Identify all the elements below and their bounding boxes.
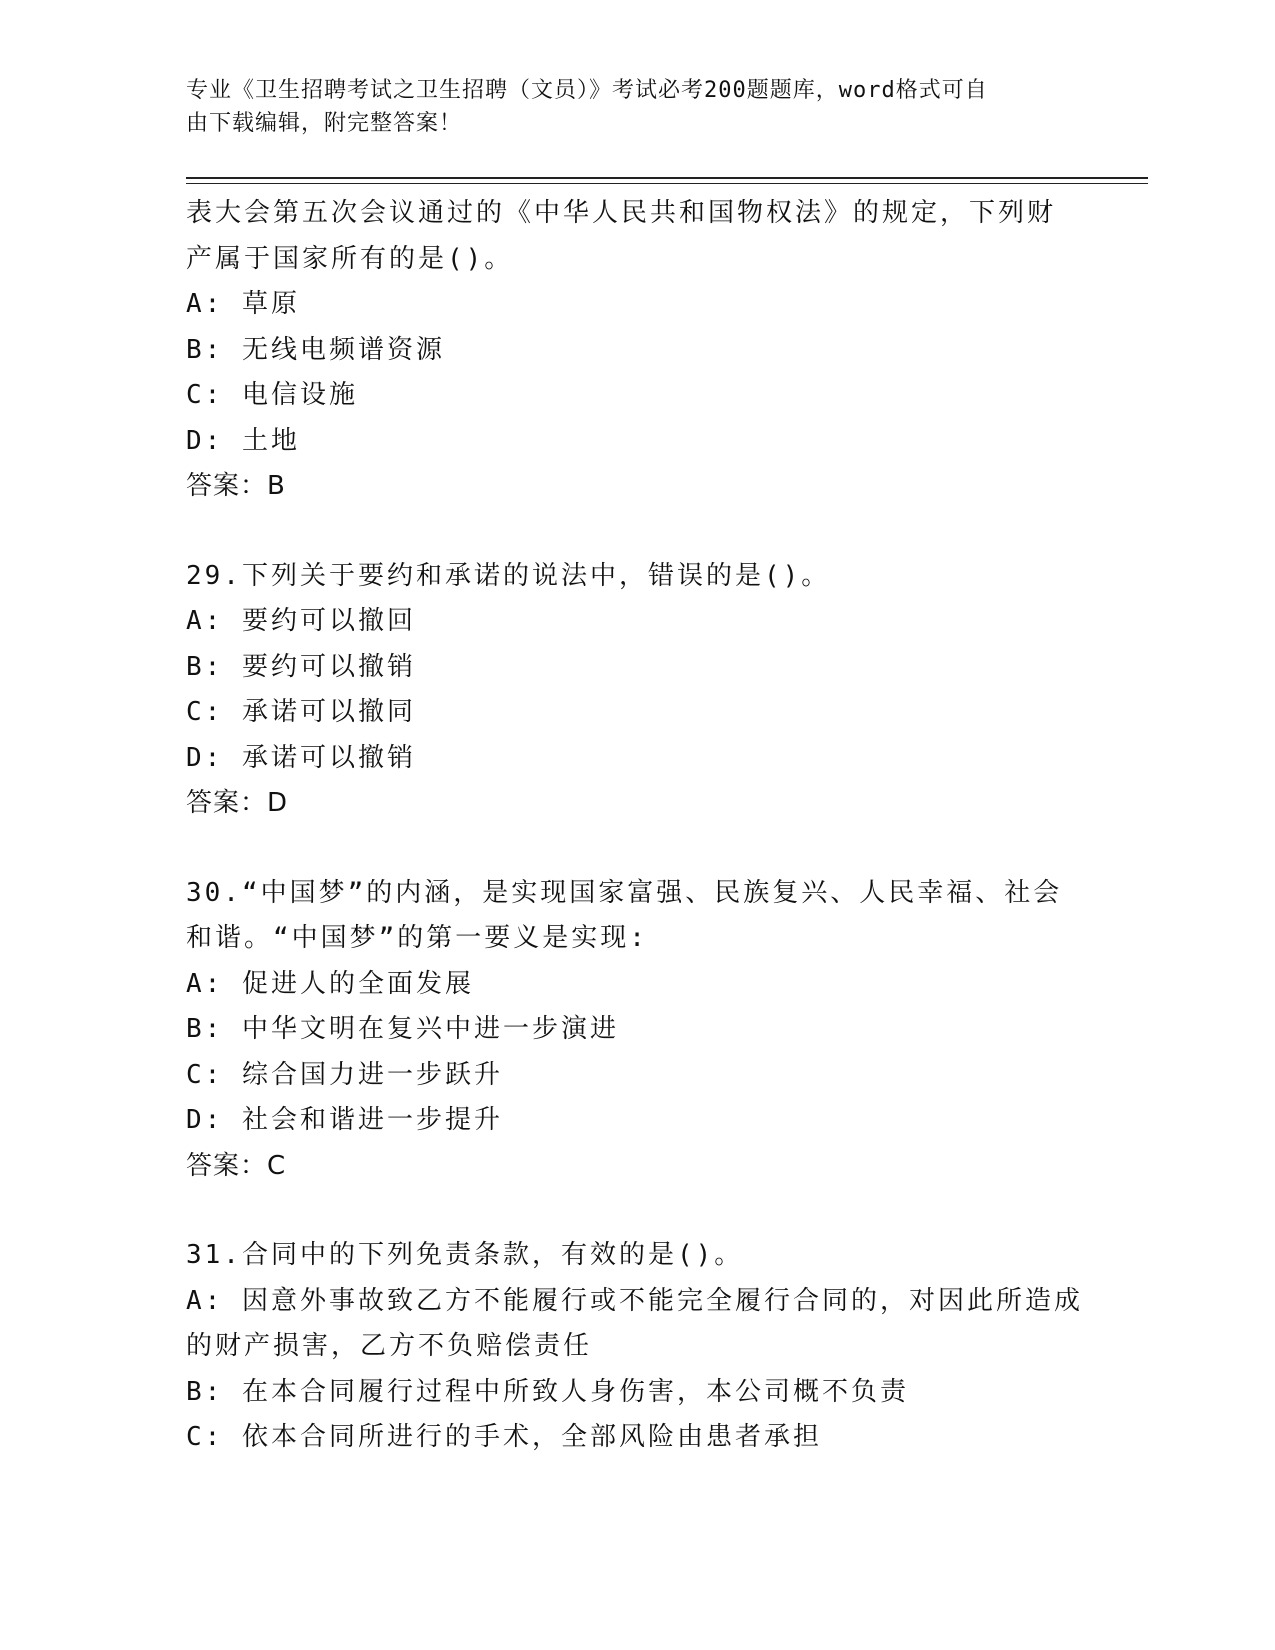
question-list <box>186 191 1086 1461</box>
document-header <box>186 74 1066 140</box>
question-stem: 31.合同中的下列免责条款，有效的是()。 <box>186 1240 744 1270</box>
option-d: D: 承诺可以撤销 <box>186 742 416 773</box>
question-29 <box>186 554 1086 827</box>
question-stem: 和谐。“中国梦”的第一要义是实现: <box>186 923 648 953</box>
option-c: C: 承诺可以撤同 <box>186 697 416 727</box>
option-b: B: 要约可以撤销 <box>186 651 416 682</box>
question-30 <box>186 871 1086 1190</box>
spacer <box>186 1189 1086 1233</box>
spacer <box>186 510 1086 554</box>
option-a: A: 因意外事故致乙方不能履行或不能完全履行合同的，对因此所造成 <box>186 1285 1083 1316</box>
question-stem: 30.“中国梦”的内涵，是实现国家富强、民族复兴、人民幸福、社会 <box>186 877 1063 908</box>
option-a: A: 草原 <box>186 289 300 319</box>
header-divider-thin <box>186 183 1148 184</box>
header-divider-thick <box>186 177 1148 179</box>
question-stem: 产属于国家所有的是()。 <box>186 243 514 274</box>
answer-label: 答案：C <box>186 1150 287 1181</box>
option-c: C: 综合国力进一步跃升 <box>186 1059 503 1090</box>
question-stem: 29.下列关于要约和承诺的说法中，错误的是()。 <box>186 560 831 591</box>
option-c: C: 依本合同所进行的手术，全部风险由患者承担 <box>186 1422 822 1452</box>
option-b: B: 中华文明在复兴中进一步演进 <box>186 1014 619 1044</box>
answer-label: 答案：B <box>186 471 286 501</box>
question-stem: 表大会第五次会议通过的《中华人民共和国物权法》的规定，下列财 <box>186 198 1057 228</box>
option-a-continued: 的财产损害，乙方不负赔偿责任 <box>186 1331 593 1361</box>
option-d: D: 社会和谐进一步提升 <box>186 1105 503 1135</box>
spacer <box>186 827 1086 871</box>
option-d: D: 土地 <box>186 425 300 456</box>
question-28 <box>186 191 1086 510</box>
header-line-2: 由下载编辑，附完整答案！ <box>186 111 463 136</box>
option-c: C: 电信设施 <box>186 380 358 410</box>
option-a: A: 要约可以撤回 <box>186 606 416 636</box>
option-b: B: 无线电频谱资源 <box>186 334 445 365</box>
question-31 <box>186 1233 1086 1461</box>
option-a: A: 促进人的全面发展 <box>186 968 474 999</box>
option-b: B: 在本合同履行过程中所致人身伤害，本公司概不负责 <box>186 1376 909 1407</box>
answer-label: 答案：D <box>186 788 289 818</box>
header-line-1: 专业《卫生招聘考试之卫生招聘（文员）》考试必考200题题库，word格式可自 <box>186 78 988 103</box>
